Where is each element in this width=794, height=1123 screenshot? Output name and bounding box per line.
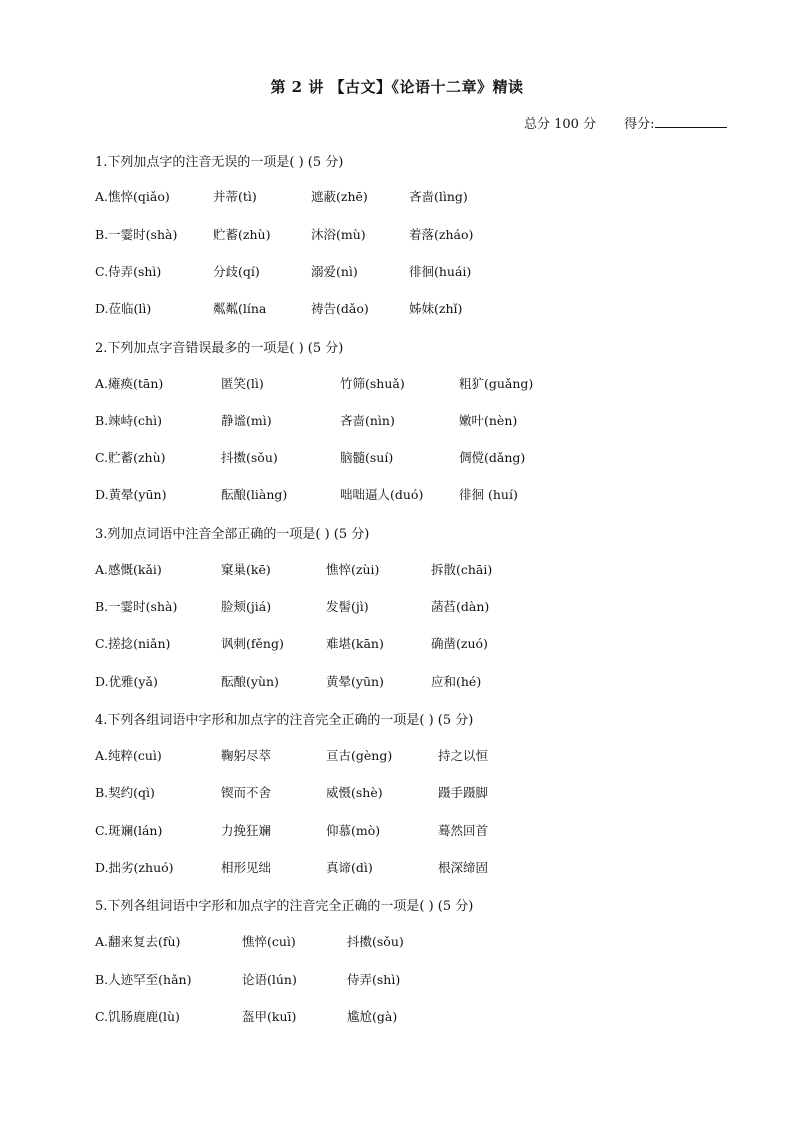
option-item: B.契约(qì) xyxy=(95,785,155,800)
option-item: 咄咄逼人(duó) xyxy=(340,487,424,502)
option-item: B.一霎时(shà) xyxy=(95,227,178,242)
option-item: 吝啬(lìng) xyxy=(409,189,468,204)
option-item: 尴尬(gà) xyxy=(347,1009,398,1024)
score-label: 得分: xyxy=(624,117,655,132)
option-item: 倜傥(dǎng) xyxy=(459,450,526,465)
option-item: 根深缔固 xyxy=(438,860,489,875)
option-item: 黄晕(yūn) xyxy=(326,674,384,689)
question-5-option-c xyxy=(95,1007,735,1025)
option-item: 粗犷(guǎng) xyxy=(459,376,534,391)
question-4-option-a xyxy=(95,746,735,764)
option-item: A.翻来复去(fù) xyxy=(95,934,181,949)
option-item: 酝酿(yùn) xyxy=(221,674,279,689)
question-3-option-a xyxy=(95,560,735,578)
option-item: 力挽狂斓 xyxy=(221,823,272,838)
option-item: 脸颊(jiá) xyxy=(221,599,272,614)
option-item: 窠巢(kē) xyxy=(221,562,271,577)
option-item: 仰慕(mò) xyxy=(326,823,381,838)
option-item: A.纯粹(cuì) xyxy=(95,748,162,763)
question-1-option-d xyxy=(95,299,735,317)
question-1-option-c xyxy=(95,262,735,280)
question-4-option-c xyxy=(95,821,735,839)
question-5-stem: 5.下列各组词语中字形和加点字的注音完全正确的一项是( ) (5 分) xyxy=(95,899,474,914)
option-item: 威慑(shè) xyxy=(326,785,383,800)
option-item: D.莅临(lì) xyxy=(95,301,152,316)
question-1-option-b xyxy=(95,225,735,243)
option-item: 憔悴(cuì) xyxy=(242,934,296,949)
option-item: 吝啬(nìn) xyxy=(340,413,395,428)
option-item: A.憔悴(qiǎo) xyxy=(95,189,170,204)
question-3-option-c xyxy=(95,634,735,652)
option-item: 亘古(gèng) xyxy=(326,748,393,763)
option-item: 论语(lún) xyxy=(242,972,297,987)
option-item: 蓦然回首 xyxy=(438,823,489,838)
question-3-stem: 3.列加点词语中注音全部正确的一项是( ) (5 分) xyxy=(95,527,370,542)
option-item: A.瘫痪(tān) xyxy=(95,376,164,391)
question-4-stem: 4.下列各组词语中字形和加点字的注音完全正确的一项是( ) (5 分) xyxy=(95,713,474,728)
option-item: 侍弄(shì) xyxy=(347,972,401,987)
question-2-option-c xyxy=(95,448,735,466)
option-item: 静谧(mì) xyxy=(221,413,272,428)
option-item: 确凿(zuó) xyxy=(431,636,488,651)
question-3-option-b xyxy=(95,597,735,615)
option-item: C.侍弄(shì) xyxy=(95,264,162,279)
option-item: 遮蔽(zhē) xyxy=(311,189,368,204)
option-item: B.人迹罕至(hǎn) xyxy=(95,972,192,987)
option-item: B.一霎时(shà) xyxy=(95,599,178,614)
option-item: 鞠躬尽萃 xyxy=(221,748,272,763)
option-item: 溺爱(nì) xyxy=(311,264,358,279)
option-item: 徘徊 (huí) xyxy=(459,487,518,502)
option-item: 祷告(dǎo) xyxy=(311,301,369,316)
option-item: 讽刺(fěng) xyxy=(221,636,284,651)
option-item: 持之以恒 xyxy=(438,748,489,763)
option-item: 相形见绌 xyxy=(221,860,272,875)
question-1-option-a xyxy=(95,187,735,205)
option-item: 拆散(chāi) xyxy=(431,562,493,577)
option-item: 应和(hé) xyxy=(431,674,482,689)
option-item: 菡萏(dàn) xyxy=(431,599,490,614)
option-item: 盔甲(kuī) xyxy=(242,1009,297,1024)
question-3-option-d xyxy=(95,672,735,690)
total-score: 总分 100 分 xyxy=(524,117,597,132)
option-item: 着落(zháo) xyxy=(409,227,474,242)
option-item: 徘徊(huái) xyxy=(409,264,472,279)
option-item: D.黄晕(yūn) xyxy=(95,487,167,502)
option-item: 姊妹(zhǐ) xyxy=(409,301,463,316)
option-item: 抖擞(sǒu) xyxy=(221,450,278,465)
question-2-stem: 2.下列加点字音错误最多的一项是( ) (5 分) xyxy=(95,341,344,356)
option-item: 憔悴(zùi) xyxy=(326,562,380,577)
option-item: C.斑斓(lán) xyxy=(95,823,163,838)
question-4-option-d xyxy=(95,858,735,876)
score-blank xyxy=(655,115,727,128)
option-item: 粼粼(lína xyxy=(213,301,267,316)
option-item: 蹑手蹑脚 xyxy=(438,785,489,800)
option-item: C.搓捻(niǎn) xyxy=(95,636,171,651)
option-item: D.拙劣(zhuó) xyxy=(95,860,174,875)
option-item: 竹筛(shuǎ) xyxy=(340,376,405,391)
option-item: 脑髓(suí) xyxy=(340,450,394,465)
option-item: 发髻(jì) xyxy=(326,599,369,614)
option-item: 抖擞(sǒu) xyxy=(347,934,404,949)
option-item: D.优雅(yǎ) xyxy=(95,674,158,689)
option-item: C.饥肠鹿鹿(lù) xyxy=(95,1009,180,1024)
option-item: 分歧(qí) xyxy=(213,264,260,279)
option-item: 贮蓄(zhù) xyxy=(213,227,271,242)
option-item: 难堪(kān) xyxy=(326,636,384,651)
option-item: 锲而不舍 xyxy=(221,785,272,800)
question-1-stem: 1.下列加点字的注音无误的一项是( ) (5 分) xyxy=(95,155,344,170)
option-item: A.感慨(kǎi) xyxy=(95,562,162,577)
question-5-option-a xyxy=(95,932,735,950)
page-title: 第 2 讲 【古文】《论语十二章》精读 xyxy=(270,78,524,96)
option-item: 酝酿(liàng) xyxy=(221,487,288,502)
question-2-option-d xyxy=(95,485,735,503)
option-item: 并蒂(tì) xyxy=(213,189,257,204)
option-item: 真谛(dì) xyxy=(326,860,373,875)
question-2-option-b xyxy=(95,411,735,429)
question-4-option-b xyxy=(95,783,735,801)
question-2-option-a xyxy=(95,374,735,392)
option-item: B.竦峙(chì) xyxy=(95,413,162,428)
score-line xyxy=(524,113,727,132)
option-item: C.贮蓄(zhù) xyxy=(95,450,166,465)
option-item: 匿笑(lì) xyxy=(221,376,264,391)
option-item: 沐浴(mù) xyxy=(311,227,366,242)
question-5-option-b xyxy=(95,970,735,988)
option-item: 嫩叶(nèn) xyxy=(459,413,518,428)
